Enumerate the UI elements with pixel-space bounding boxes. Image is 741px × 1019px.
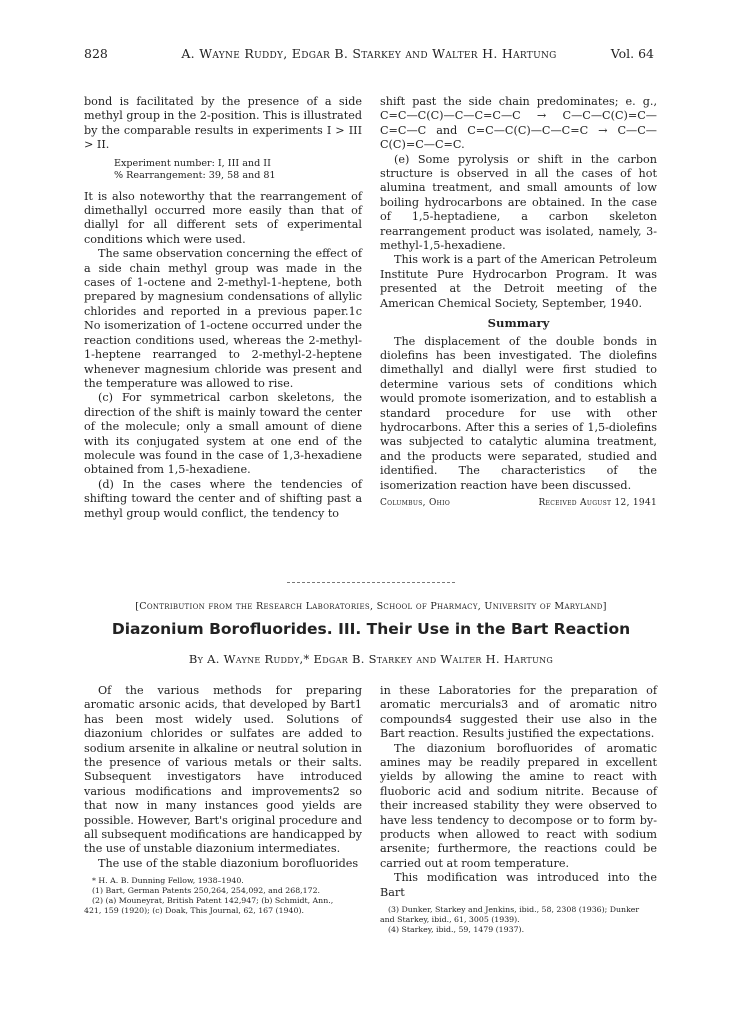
experiment-number-line: Experiment number: I, III and II xyxy=(114,157,271,169)
page-number: 828 xyxy=(84,46,108,61)
bottom-right-column xyxy=(380,684,657,935)
paragraph: The diazonium borofluorides of aromatic amines may be readily prepared in excellent yields by allowing the amine to react with fluoboric acid and sodium nitrite. Because of their increased stability they were observed to have less tendency to decompose or to form by-products when allowed to react with sodium arsenite; furthermore, the reactions could be carried out at room temperature. xyxy=(380,741,657,870)
paragraph: bond is facilitated by the presence of a side methyl group in the 2-position. This is illustrated by the comparable results in experiments I > III > II. xyxy=(84,95,362,152)
city: Columbus, Ohio xyxy=(380,497,451,508)
paragraph: The displacement of the double bonds in diolefins has been investigated. The diolefins dimethallyl and diallyl were first studied to determine various sets of conditions which would promote isomerization, and to establish a standard procedure for use with other hydrocarbons. After this a series of 1,5-diolefins was subjected to catalytic alumina treatment, and the products were separated, studied and identified. The characteristics of the isomerization reaction have been discussed. xyxy=(380,334,657,492)
footnote: (2) (a) Mouneyrat, British Patent 142,947; (b) Schmidt, Ann., xyxy=(92,896,334,906)
footnote: and Starkey, ibid., 61, 3005 (1939). xyxy=(380,915,520,925)
top-left-column xyxy=(84,95,362,521)
volume-label: Vol. 64 xyxy=(610,46,654,61)
running-header xyxy=(84,46,654,62)
paragraph: (d) In the cases where the tendencies of shifting toward the center and of shifting past a methyl group would conflict, the tendency to xyxy=(84,477,362,520)
received-date: Received August 12, 1941 xyxy=(538,497,657,508)
footnote: (1) Bart, German Patents 250,264, 254,092, and 268,172. xyxy=(92,886,321,896)
summary-heading: Summary xyxy=(487,316,550,331)
footnotes xyxy=(84,876,362,916)
paragraph: This modification was introduced into the Bart xyxy=(380,871,657,899)
author-byline: By A. Wayne Ruddy,* Edgar B. Starkey and Walter H. Hartung xyxy=(188,652,554,666)
paragraph: (e) Some pyrolysis or shift in the carbon structure is observed in all the cases of hot alumina treatment, and small amounts of low boiling hydrocarbons are obtained. In the case of 1,5-heptadiene, a carbon skeleton rearrangement product was isolated, namely, 3-methyl-1,5-hexadiene. xyxy=(380,152,657,253)
footnote: (4) Starkey, ibid., 59, 1479 (1937). xyxy=(388,925,525,935)
paragraph: Of the various methods for preparing aromatic arsonic acids, that developed by Bart1 has been most widely used. Solutions of diazonium chlorides or sulfates are added to sodium arsenite in alkaline or neutral solution in the presence of various metals or their salts. Subsequent investigators have introduced various modifications and improvements2 so that now in many instances good yields are possible. However, Bart's original procedure and all subsequent modifications are handicapped by the use of unstable diazonium intermediates. xyxy=(84,684,362,856)
bottom-left-column xyxy=(84,684,362,916)
paragraph: The use of the stable diazonium borofluorides xyxy=(98,856,359,870)
rearrangement-line: % Rearrangement: 39, 58 and 81 xyxy=(114,170,276,182)
contribution-line: [Contribution from the Research Laboratories, School of Pharmacy, University of Maryland] xyxy=(135,601,607,612)
footnote: 421, 159 (1920); (c) Doak, This Journal, 62, 167 (1940). xyxy=(84,906,304,916)
article-title: Diazonium Borofluorides. III. Their Use in the Bart Reaction xyxy=(111,620,631,638)
signature-line xyxy=(380,496,657,510)
experiment-table xyxy=(114,158,362,183)
footnotes xyxy=(380,905,657,935)
top-right-column xyxy=(380,95,657,510)
paragraph: (c) For symmetrical carbon skeletons, the direction of the shift is mainly toward the center of the molecule; only a small amount of diene with its conjugated system at one end of the molecule was found in the case of 1,3-hexadiene obtained from 1,5-hexadiene. xyxy=(84,391,362,477)
running-title: A. Wayne Ruddy, Edgar B. Starkey and Walter H. Hartung xyxy=(181,46,557,61)
paragraph: in these Laboratories for the preparation of aromatic mercurials3 and of aromatic nitro compounds4 suggested their use also in the Bart reaction. Results justified the expectations. xyxy=(380,684,657,741)
section-divider xyxy=(287,582,455,583)
paragraph: shift past the side chain predominates; e. g., C=C—C(C)—C—C=C—C → C—C—C(C)=C—C=C—C and C=C—C(C)—C—C=C → C—C—C(C)=C—C=C. xyxy=(380,95,657,152)
footnote: * H. A. B. Dunning Fellow, 1938–1940. xyxy=(92,876,244,886)
paragraph: This work is a part of the American Petroleum Institute Pure Hydrocarbon Program. It was presented at the Detroit meeting of the American Chemical Society, September, 1940. xyxy=(380,253,657,310)
paragraph: It is also noteworthy that the rearrangement of dimethallyl occurred more easily than that of diallyl for all different sets of experimental conditions which were used. xyxy=(84,189,362,246)
footnote: (3) Dunker, Starkey and Jenkins, ibid., 58, 2308 (1936); Dunker xyxy=(388,905,640,915)
paragraph: The same observation concerning the effect of a side chain methyl group was made in the cases of 1-octene and 2-methyl-1-heptene, both prepared by magnesium condensations of allylic chlorides and reported in a previous paper.1c No isomerization of 1-octene occurred under the reaction conditions used, whereas the 2-methyl-1-heptene rearranged to 2-methyl-2-heptene whenever magnesium chloride was present and the temperature was allowed to rise. xyxy=(84,247,362,390)
